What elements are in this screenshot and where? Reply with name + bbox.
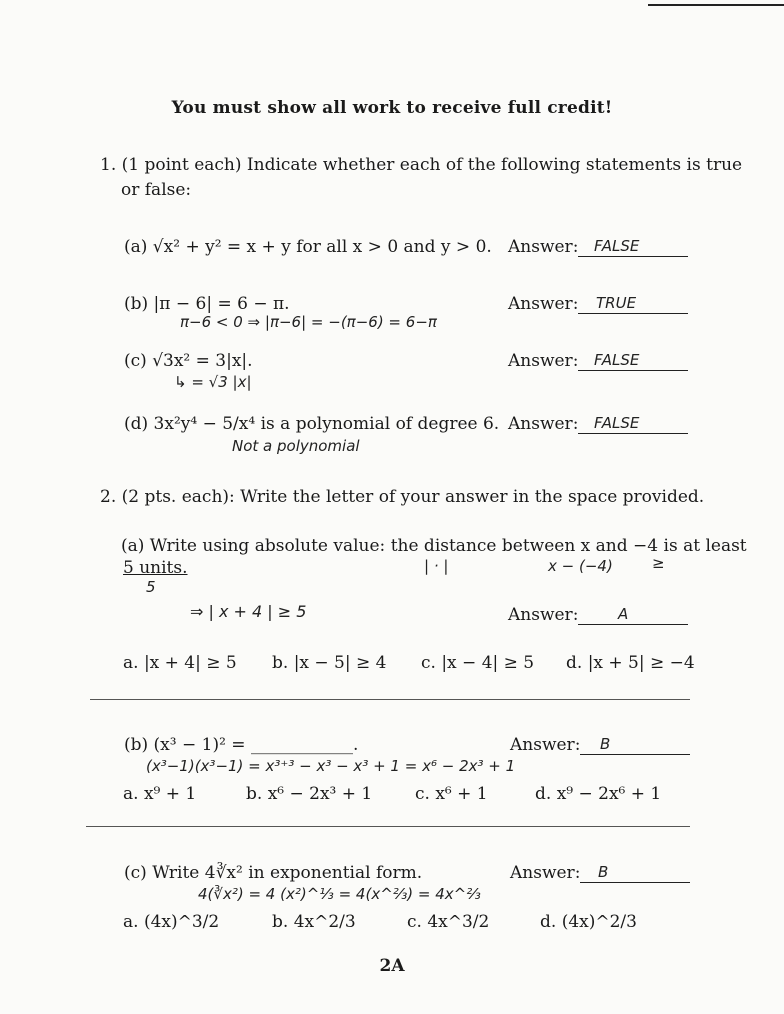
q1a-statement: (a) √x² + y² = x + y for all x > 0 and y > 0.	[124, 237, 492, 257]
q1b-statement: (b) |π − 6| = 6 − π.	[124, 294, 290, 314]
q1c-answer-label: Answer:	[508, 351, 579, 371]
page-number: 2A	[379, 956, 405, 976]
q1c-answer-blank	[578, 350, 688, 371]
q1d-statement: (d) 3x²y⁴ − 5/x⁴ is a polynomial of degree 6.	[124, 414, 500, 434]
q2b-answer-label: Answer:	[510, 735, 581, 755]
q2a-prompt-line1: (a) Write using absolute value: the distance between x and −4 is at least	[121, 536, 747, 556]
q1d-answer-label: Answer:	[508, 414, 579, 434]
q2b-work: (x³−1)(x³−1) = x³⁺³ − x³ − x³ + 1 = x⁶ − 2x³ + 1	[146, 757, 516, 775]
q2a-choice-d: d. |x + 5| ≥ −4	[566, 653, 695, 673]
q2a-work: ⇒ | x + 4 | ≥ 5	[190, 602, 307, 621]
q1-intro-line2: or false:	[121, 180, 192, 200]
q1a-answer-label: Answer:	[508, 237, 579, 257]
q2c-prompt: (c) Write 4∛x² in exponential form.	[124, 863, 423, 883]
q2a-choice-c: c. |x − 4| ≥ 5	[421, 653, 535, 673]
q1b-answer-blank	[578, 293, 688, 314]
q2b-answer: B	[600, 735, 611, 753]
q2b-choice-d: d. x⁹ − 2x⁶ + 1	[535, 784, 662, 804]
q2c-work: 4(∛x²) = 4 (x²)^⅓ = 4(x^⅔) = 4x^⅔	[198, 885, 481, 903]
q1b-answer-label: Answer:	[508, 294, 579, 314]
q2a-note-expr: x − (−4)	[548, 557, 613, 575]
q2a-choice-b: b. |x − 5| ≥ 4	[272, 653, 387, 673]
q2c-choice-a: a. (4x)^3/2	[123, 912, 220, 932]
q1a-answer: FALSE	[594, 237, 640, 255]
q1c-answer: FALSE	[594, 351, 640, 369]
q2a-answer: A	[618, 605, 629, 623]
q2c-choice-c: c. 4x^3/2	[407, 912, 490, 932]
q2b-answer-blank	[580, 734, 690, 755]
q1d-answer: FALSE	[594, 414, 640, 432]
q1-intro-line1: 1. (1 point each) Indicate whether each of the following statements is true	[100, 155, 743, 175]
q2-intro: 2. (2 pts. each): Write the letter of your answer in the space provided.	[100, 487, 705, 507]
q1d-answer-blank	[578, 413, 688, 434]
q1b-answer: TRUE	[596, 294, 637, 312]
q2c-answer-label: Answer:	[510, 863, 581, 883]
top-edge-line	[648, 4, 784, 6]
q1c-statement: (c) √3x² = 3|x|.	[124, 351, 253, 371]
q1d-work: Not a polynomial	[232, 437, 360, 455]
divider-1	[90, 699, 690, 700]
q2a-note-abs: | · |	[424, 557, 449, 575]
q2a-choice-a: a. |x + 4| ≥ 5	[123, 653, 237, 673]
q2a-prompt-line2: 5 units.	[123, 558, 188, 578]
page-title: You must show all work to receive full credit!	[171, 98, 613, 118]
q2a-answer-label: Answer:	[508, 605, 579, 625]
q2b-choice-b: b. x⁶ − 2x³ + 1	[246, 784, 373, 804]
q2b-choice-c: c. x⁶ + 1	[415, 784, 488, 804]
q1c-work: ↳ = √3 |x|	[174, 373, 252, 391]
divider-2	[86, 826, 690, 827]
q2a-note-five: 5	[146, 578, 156, 596]
q1a-answer-blank	[578, 236, 688, 257]
q1b-work: π−6 < 0 ⇒ |π−6| = −(π−6) = 6−π	[180, 313, 437, 331]
q2c-answer: B	[598, 863, 609, 881]
q2b-prompt: (b) (x³ − 1)² = ____________.	[124, 735, 359, 755]
q2a-note-geq: ≥	[652, 554, 665, 572]
q2b-choice-a: a. x⁹ + 1	[123, 784, 197, 804]
q2c-choice-d: d. (4x)^2/3	[540, 912, 637, 932]
q2c-answer-blank	[580, 862, 690, 883]
q2c-choice-b: b. 4x^2/3	[272, 912, 356, 932]
q2a-answer-blank	[578, 604, 688, 625]
